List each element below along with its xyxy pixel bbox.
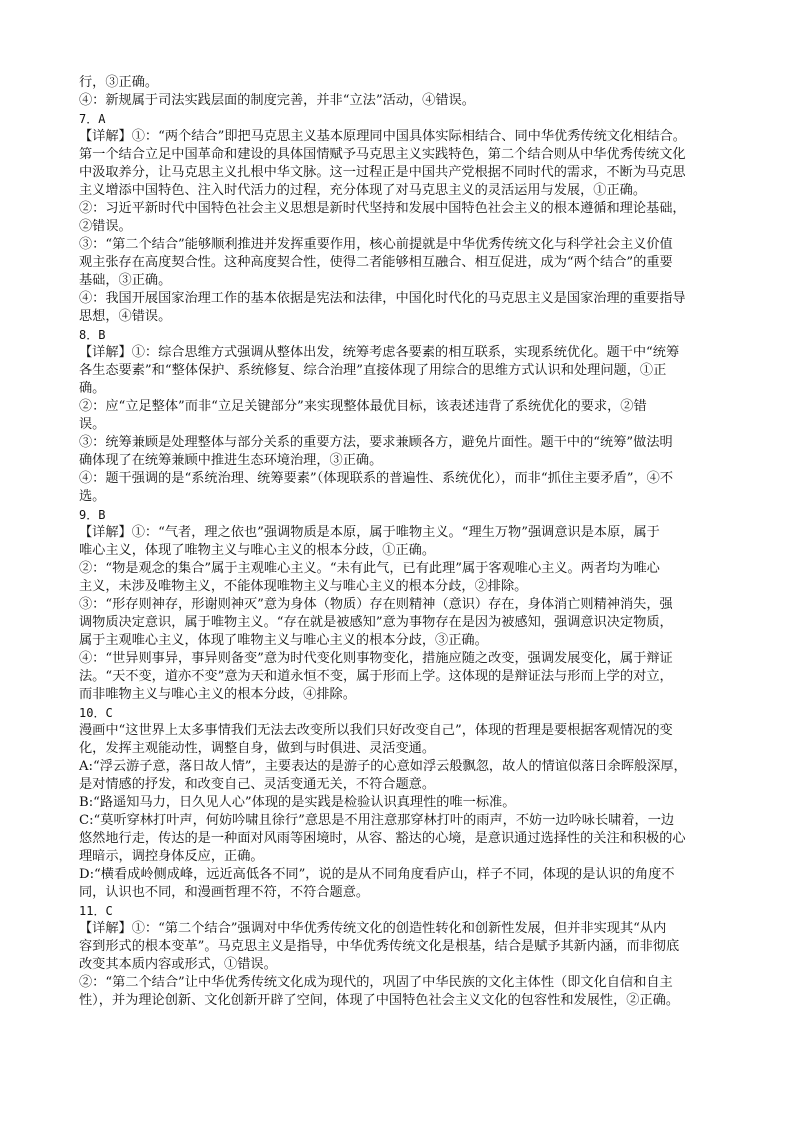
answer-paragraph: [79, 92, 719, 110]
text-line: 各生态要素”和“整体保护、系统修复、综合治理”直接体现了用综合的思维方式认识和处理问题，①正: [79, 363, 667, 378]
text-line: ④：新规属于司法实践层面的制度完善，并非“立法”活动，④错误。: [79, 93, 475, 108]
text-line: 法。“天不变，道亦不变”意为天和道永恒不变，属于形而上学。这体现的是辩证法与形而上学的对立，: [79, 669, 673, 684]
text-line: ②：习近平新时代中国特色社会主义思想是新时代坚持和发展中国特色社会主义的根本遵循和理论基础，: [79, 201, 686, 216]
answer-paragraph: [79, 236, 719, 290]
text-line: 理暗示，调控身体反应，正确。: [79, 849, 264, 864]
question-number: 8．B: [79, 328, 106, 342]
text-line: 主义，未涉及唯物主义，不能体现唯物主义与唯心主义的根本分歧，②排除。: [79, 579, 528, 594]
answer-paragraph: [79, 560, 719, 596]
text-line: 【详解】①：“第二个结合”强调对中华优秀传统文化的创造性转化和创新性发展，但并非实现其“从内: [79, 921, 667, 936]
answer-paragraph: [79, 722, 719, 758]
text-line: ④：我国开展国家治理工作的基本依据是宪法和法律，中国化时代化的马克思主义是国家治理的重要指导: [79, 291, 686, 306]
text-line: ②错误。: [79, 219, 132, 234]
text-line: 中汲取养分，让马克思主义扎根中华文脉。这一过程正是中国共产党根据不同时代的需求，不断为马克思: [79, 165, 686, 180]
text-line: ③：“形存则神存，形谢则神灭”意为身体（物质）存在则精神（意识）存在，身体消亡则精神消失，强: [79, 597, 673, 612]
text-line: 第一个结合立足中国革命和建设的具体国情赋予马克思主义实践特色，第二个结合则从中华优秀传统文化: [79, 147, 686, 162]
text-line: ②：“物是观念的集合”属于主观唯心主义。“未有此气，已有此理”属于客观唯心主义。两者均为唯心: [79, 561, 660, 576]
text-line: 确。: [79, 381, 106, 396]
text-line: 同，认识也不同，和漫画哲理不符，不符合题意。: [79, 885, 370, 900]
text-line: 改变其本质内容或形式，①错误。: [79, 957, 277, 972]
text-line: ②：应“立足整体”而非“立足关键部分”来实现整体最优目标，该表述违背了系统优化的要求，②错: [79, 399, 647, 414]
answer-document: [79, 74, 719, 1010]
answer-paragraph: [79, 866, 719, 902]
text-line: 行，③正确。: [79, 75, 159, 90]
text-line: 【详解】①：综合思维方式强调从整体出发，统筹考虑各要素的相互联系，实现系统优化。题干中“统筹: [79, 345, 680, 360]
text-line: 选。: [79, 489, 106, 504]
answer-paragraph: [79, 470, 719, 506]
answer-paragraph: [79, 758, 719, 794]
answer-paragraph: [79, 650, 719, 704]
answer-paragraph: [79, 200, 719, 236]
answer-paragraph: [79, 398, 719, 434]
answer-paragraph: [79, 128, 719, 200]
answer-paragraph: [79, 794, 719, 812]
text-line: 误。: [79, 417, 106, 432]
text-line: C:“莫听穿林打叶声，何妨吟啸且徐行”意思是不用注意那穿林打叶的雨声，不妨一边吟咏长啸着，一边: [79, 813, 675, 828]
answer-paragraph: [79, 290, 719, 326]
question-number: 10．C: [79, 706, 113, 720]
text-line: 唯心主义，体现了唯物主义与唯心主义的根本分歧，①正确。: [79, 543, 436, 558]
answer-paragraph: [79, 344, 719, 398]
question-number: 11．C: [79, 904, 113, 918]
text-line: ③：“第二个结合”能够顺利推进并发挥重要作用，核心前提就是中华优秀传统文化与科学社会主义价值: [79, 237, 673, 252]
text-line: 主义增添中国特色、注入时代活力的过程，充分体现了对马克思主义的灵活运用与发展，①正确。: [79, 183, 647, 198]
text-line: 化，发挥主观能动性，调整自身，做到与时俱进、灵活变通。: [79, 741, 436, 756]
answer-paragraph: [79, 596, 719, 650]
answer-paragraph: [79, 74, 719, 92]
text-line: ③：统筹兼顾是处理整体与部分关系的重要方法，要求兼顾各方，避免片面性。题干中的“统筹”做法明: [79, 435, 673, 450]
answer-paragraph: [79, 812, 719, 866]
text-line: 属于主观唯心主义，体现了唯物主义与唯心主义的根本分歧，③正确。: [79, 633, 488, 648]
text-line: ②：“第二个结合”让中华优秀传统文化成为现代的，巩固了中华民族的文化主体性（即文化自信和自主: [79, 975, 673, 990]
text-line: 而非唯物主义与唯心主义的根本分歧，④排除。: [79, 687, 356, 702]
question-number: 9．B: [79, 508, 106, 522]
text-line: A:“浮云游子意，落日故人情”，主要表达的是游子的心意如浮云般飘忽，故人的情谊似落日余晖般深厚，: [79, 759, 687, 774]
text-line: 是对情感的抒发，和改变自己、灵活变通无关，不符合题意。: [79, 777, 436, 792]
text-line: 【详解】①：“两个结合”即把马克思主义基本原理同中国具体实际相结合、同中华优秀传统文化相结合。: [79, 129, 686, 144]
question-number: 7．A: [79, 112, 106, 126]
text-line: 【详解】①：“气者，理之依也”强调物质是本原，属于唯物主义。“理生万物”强调意识是本原，属于: [79, 525, 660, 540]
text-line: ④：“世异则事异，事异则备变”意为时代变化则事物变化，措施应随之改变，强调发展变化，属于辩证: [79, 651, 673, 666]
text-line: 悠然地行走，传达的是一种面对风雨等困境时，从容、豁达的心境，是意识通过选择性的关注和积极的心: [79, 831, 686, 846]
answer-paragraph: [79, 434, 719, 470]
answer-paragraph: [79, 974, 719, 1010]
answer-paragraph: [79, 920, 719, 974]
text-line: 性），并为理论创新、文化创新开辟了空间，体现了中国特色社会主义文化的包容性和发展性，②正确。: [79, 993, 680, 1008]
answer-paragraph: [79, 524, 719, 560]
text-line: ④：题干强调的是“系统治理、统筹要素”（体现联系的普遍性、系统优化），而非“抓住主要矛盾”，④不: [79, 471, 674, 486]
text-line: B:“路遥知马力，日久见人心”体现的是实践是检验认识真理性的唯一标准。: [79, 795, 516, 810]
text-line: D:“横看成岭侧成峰，远近高低各不同”，说的是从不同角度看庐山，样子不同，体现的是认识的角度不: [79, 867, 675, 882]
text-line: 调物质决定意识，属于唯物主义。“存在就是被感知”意为事物存在是因为被感知，强调意识决定物质，: [79, 615, 673, 630]
text-line: 思想，④错误。: [79, 309, 172, 324]
text-line: 漫画中“这世界上太多事情我们无法去改变所以我们只好改变自己”，体现的哲理是要根据客观情况的变: [79, 723, 673, 738]
text-line: 容到形式的根本变革”。马克思主义是指导，中华优秀传统文化是根基，结合是赋予其新内涵，而非彻底: [79, 939, 680, 954]
text-line: 基础，③正确。: [79, 273, 172, 288]
text-line: 观主张存在高度契合性。这种高度契合性，使得二者能够相互融合、相互促进，成为“两个结合”的重要: [79, 255, 673, 270]
text-line: 确体现了在统筹兼顾中推进生态环境治理，③正确。: [79, 453, 383, 468]
